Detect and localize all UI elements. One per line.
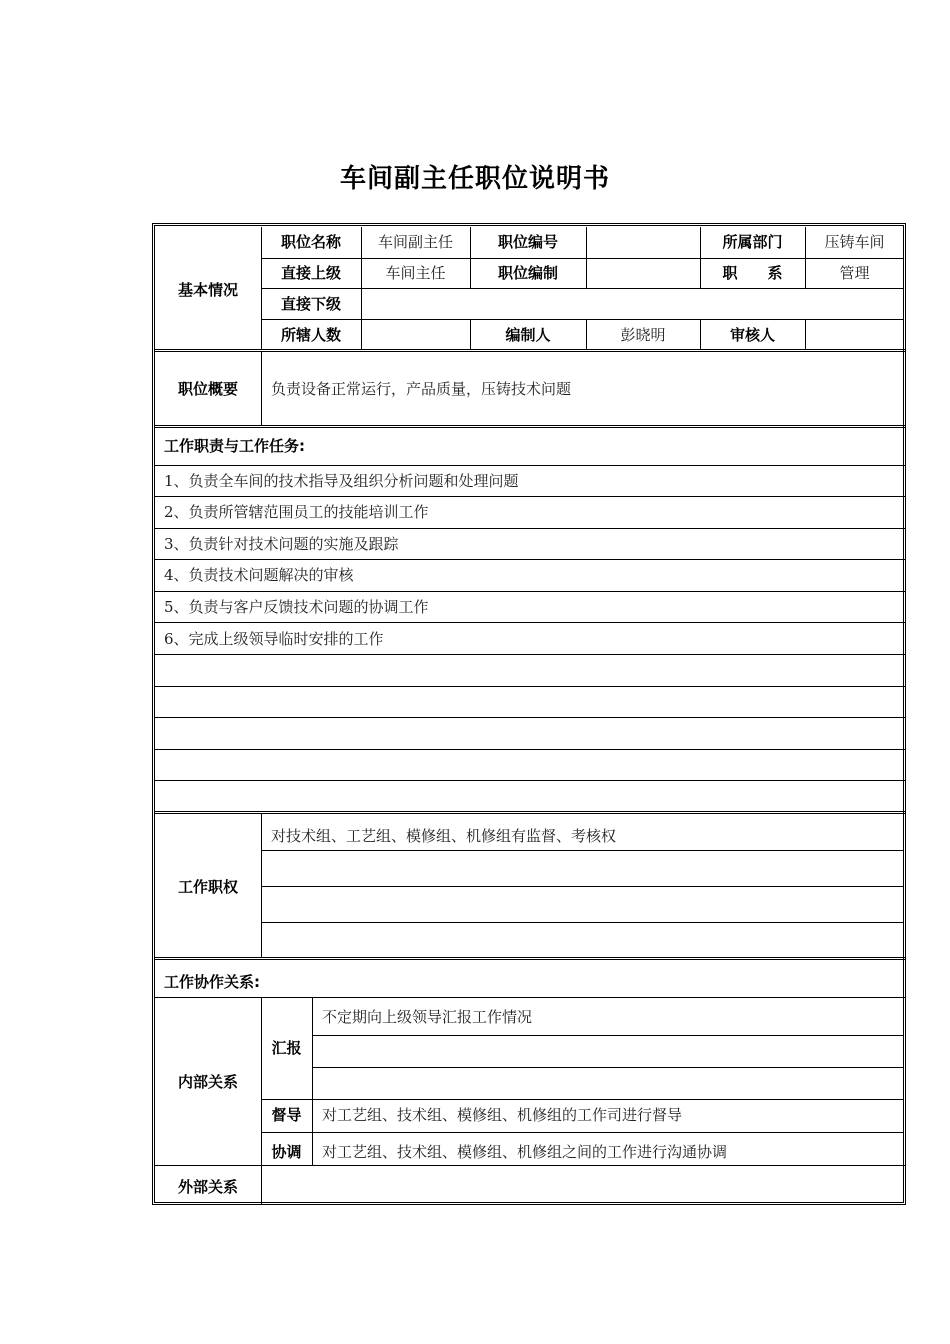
job-family-label: 职 系	[722, 264, 783, 282]
duty-item: 6、完成上级领导临时安排的工作	[164, 630, 384, 648]
report-label: 汇报	[271, 1039, 302, 1057]
cooperation-header: 工作协作关系:	[164, 973, 260, 991]
duties-header: 工作职责与工作任务:	[164, 437, 305, 455]
position-no-label: 职位编号	[497, 233, 558, 251]
summary-text: 负责设备正常运行，产品质量，压铸技术问题	[271, 380, 572, 398]
author-label: 编制人	[505, 326, 551, 344]
coordinate-text: 对工艺组、技术组、模修组、机修组之间的工作进行沟通协调	[322, 1143, 728, 1161]
report-item: 不定期向上级领导汇报工作情况	[322, 1008, 533, 1026]
duty-item: 4、负责技术问题解决的审核	[164, 566, 354, 584]
duty-item: 2、负责所管辖范围员工的技能培训工作	[164, 503, 429, 521]
job-description-table	[152, 223, 906, 1205]
headcount-label: 所辖人数	[280, 326, 341, 344]
duty-item: 1、负责全车间的技术指导及组织分析问题和处理问题	[164, 472, 519, 490]
author-value: 彭晓明	[620, 326, 666, 344]
document-title: 车间副主任职位说明书	[339, 164, 610, 194]
job-family-value: 管理	[839, 264, 870, 282]
department-value: 压铸车间	[824, 233, 885, 251]
duty-item: 5、负责与客户反馈技术问题的协调工作	[164, 598, 429, 616]
position-name-value: 车间副主任	[377, 233, 453, 251]
authority-label: 工作职权	[177, 878, 238, 896]
summary-label: 职位概要	[177, 380, 238, 398]
direct-subordinate-label: 直接下级	[280, 295, 341, 313]
reviewer-label: 审核人	[729, 326, 775, 344]
position-name-label: 职位名称	[280, 233, 341, 251]
coordinate-label: 协调	[271, 1143, 302, 1161]
internal-relations-label: 内部关系	[177, 1073, 238, 1091]
supervise-text: 对工艺组、技术组、模修组、机修组的工作司进行督导	[322, 1106, 683, 1124]
supervise-label: 督导	[271, 1106, 302, 1124]
position-staffing-label: 职位编制	[497, 264, 558, 282]
direct-superior-label: 直接上级	[280, 264, 341, 282]
basic-info-label: 基本情况	[177, 281, 238, 299]
direct-superior-value: 车间主任	[385, 264, 446, 282]
duty-item: 3、负责针对技术问题的实施及跟踪	[164, 535, 399, 553]
department-label: 所属部门	[722, 233, 783, 251]
authority-item: 对技术组、工艺组、模修组、机修组有监督、考核权	[271, 827, 617, 845]
external-relations-label: 外部关系	[177, 1178, 238, 1196]
